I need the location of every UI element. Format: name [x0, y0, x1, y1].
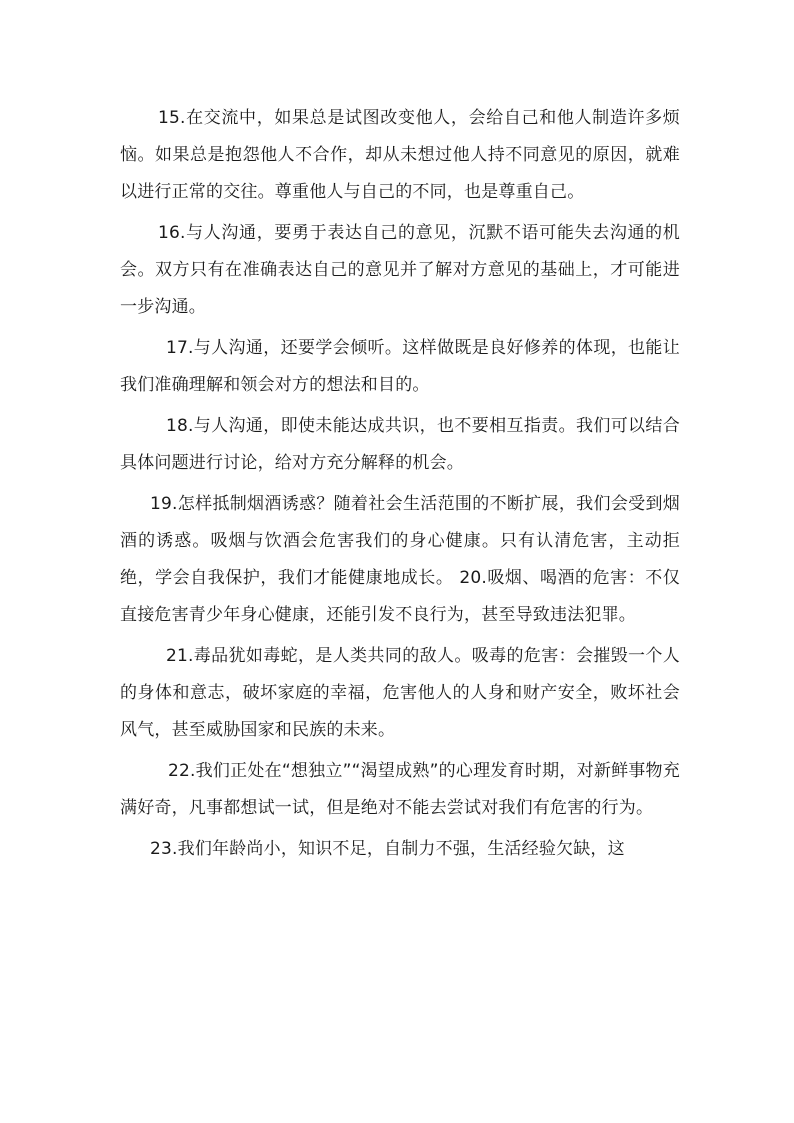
paragraph-17: 17.与人沟通，还要学会倾听。这样做既是良好修养的体现，也能让我们准确理解和领会对方的想法和目的。 — [120, 338, 680, 395]
document-body — [120, 100, 680, 872]
paragraph-15: 15.在交流中，如果总是试图改变他人，会给自己和他人制造许多烦恼。如果总是抱怨他人不合作，却从未想过他人持不同意见的原因，就难以进行正常的交往。尊重他人与自己的不同，也是尊重自己。 — [120, 108, 680, 202]
paragraph-23: 23.我们年龄尚小，知识不足，自制力不强，生活经验欠缺，这 — [150, 839, 625, 859]
paragraph-19-20: 19.怎样抵制烟酒诱惑？随着社会生活范围的不断扩展，我们会受到烟酒的诱惑。吸烟与饮酒会危害我们的身心健康。只有认清危害，主动拒绝，学会自我保护，我们才能健康地成长。 20.吸烟、喝酒的危害：不仅直接危害青少年身心健康，还能引发不良行为，甚至导致违法犯罪。 — [120, 494, 680, 625]
paragraph-16: 16.与人沟通，要勇于表达自己的意见，沉默不语可能失去沟通的机会。双方只有在准确表达自己的意见并了解对方意见的基础上，才可能进一步沟通。 — [120, 223, 680, 317]
paragraph-18: 18.与人沟通，即使未能达成共识，也不要相互指责。我们可以结合具体问题进行讨论，给对方充分解释的机会。 — [120, 416, 680, 473]
paragraph-22: 22.我们正处在“想独立”“渴望成熟”的心理发育时期，对新鲜事物充满好奇，凡事都想试一试，但是绝对不能去尝试对我们有危害的行为。 — [120, 761, 680, 818]
paragraph-21: 21.毒品犹如毒蛇，是人类共同的敌人。吸毒的危害：会摧毁一个人的身体和意志，破坏家庭的幸福，危害他人的人身和财产安全，败坏社会风气，甚至威胁国家和民族的未来。 — [120, 646, 680, 740]
